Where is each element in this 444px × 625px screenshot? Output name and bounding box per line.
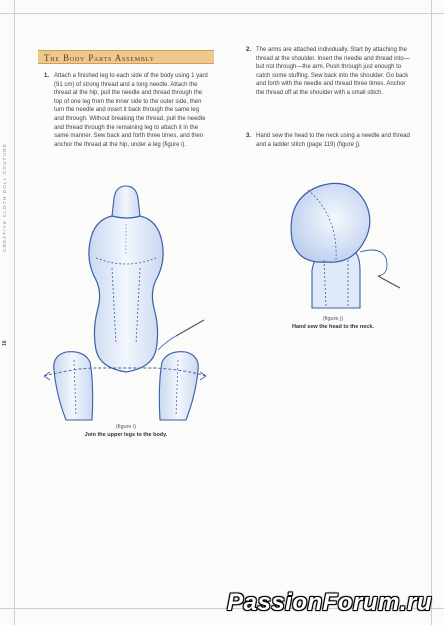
step-number: 2. [246,47,252,53]
left-leg-shape [54,352,93,420]
doll-body-drawing [36,184,216,424]
crop-line-top [0,13,444,14]
thread-line [360,250,387,276]
step-text: Hand sew the head to the neck using a needle and thread and a ladder stitch (page 119) (figure j). [256,133,410,148]
step-text: The arms are attached individually. Start by attaching the thread at the shoulder. Insert the needle and thread into—but not through—the arm. Push through just enough to catch some stuffing. Sew back into the shoulder. Go back and forth with the needle and thread three times. Anchor the thread off at the shoulder with a small stitch. [256,47,410,96]
needle [176,320,204,336]
step-1 [44,72,210,149]
page-number: 18 [2,340,8,346]
figure-ref: (figure i) [115,424,137,430]
step-number: 1. [44,73,50,79]
neck-shape [112,186,140,218]
site-watermark: PassionForum.ru [227,589,432,616]
figure-caption-text: Hand sew the head to the neck. [292,323,374,330]
figure-j-caption [258,316,408,331]
needle [378,276,400,288]
doll-head-drawing [268,176,408,316]
figure-i-illustration [36,184,216,424]
step-2 [246,46,412,98]
step-text: Attach a finished leg to each side of the body using 1 yard (91 cm) of strong thread and a long needle. Attach the thread at the hip, pull the needle and thread through the top of one leg from the inner side to the outer side, then turn the needle and insert it back through the same leg and through. Without breaking the thread, pull the needle and thread through the remaining leg to attach it in the same manner. Sew back and forth three times, and then anchor the thread at the hip, under a leg (figure i). [54,73,208,148]
section-title: The Body Parts Assembly [38,50,214,64]
step-number: 3. [246,133,252,139]
figure-i-caption [36,424,216,439]
right-leg-shape [159,352,198,420]
figure-j-illustration [268,176,408,316]
figure-ref: (figure j) [322,316,344,322]
running-head: CREATIVE CLOTH DOLL COUTURE [2,143,7,252]
figure-caption-text: Join the upper legs to the body. [84,431,168,438]
step-3 [246,132,412,149]
crop-line-right [431,0,432,625]
crop-line-left [14,0,15,625]
